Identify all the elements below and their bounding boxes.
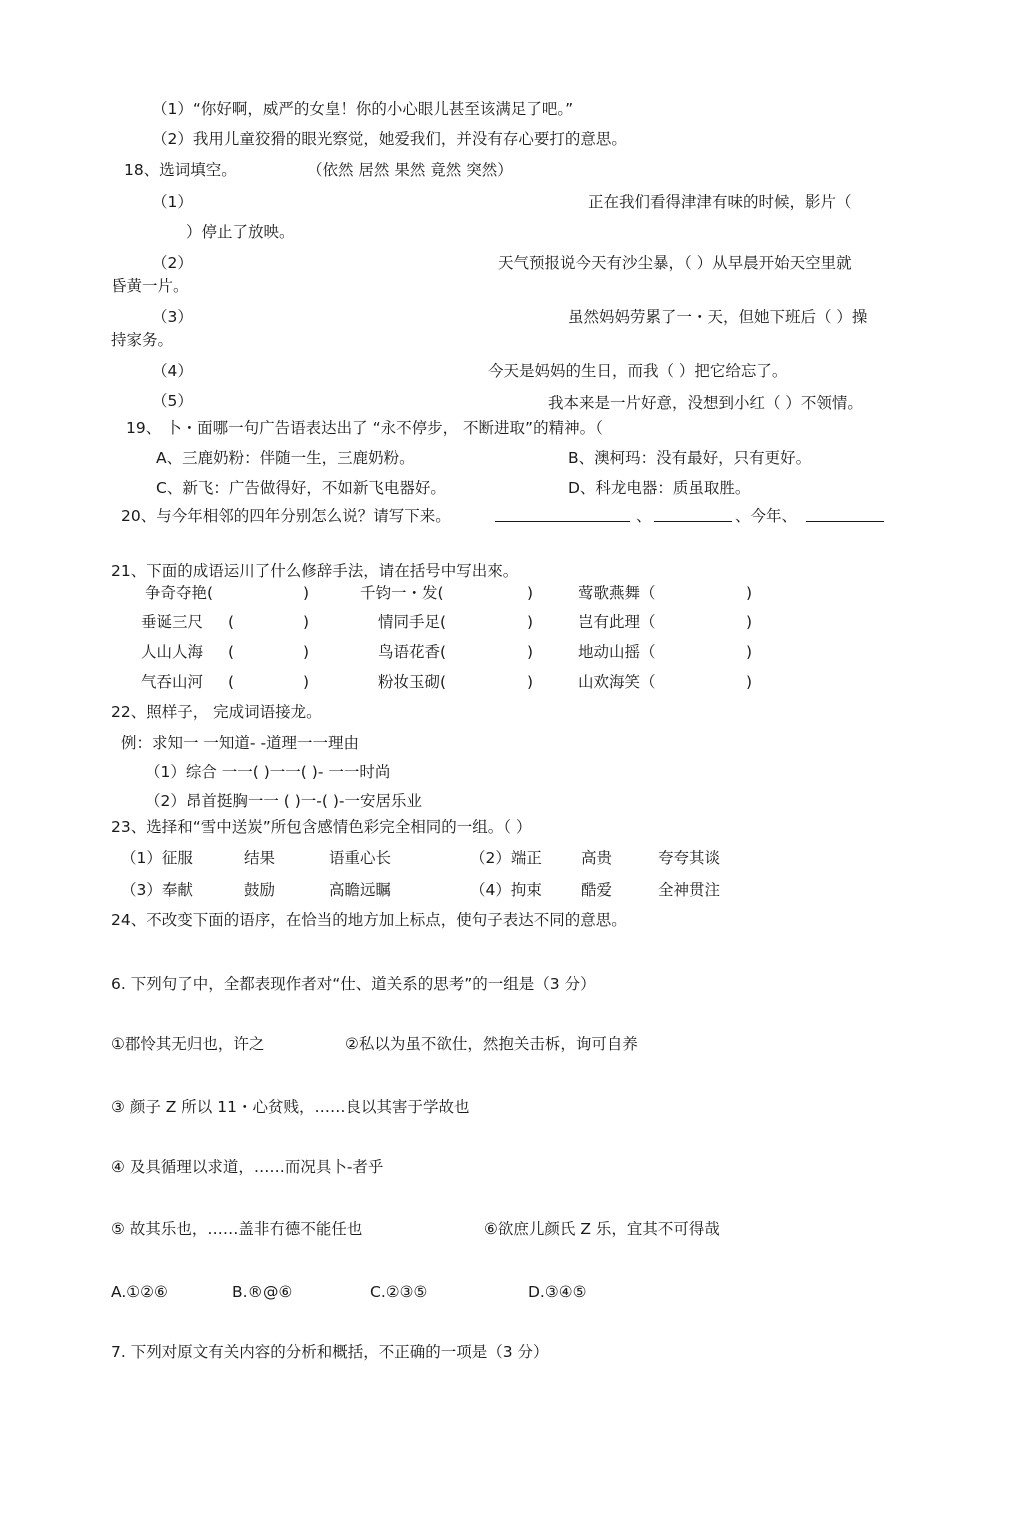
q23-option: 高贵 xyxy=(581,849,613,867)
q6-item-4: ④ 及具循理以求道，……而况具卜-者乎 xyxy=(111,1158,384,1176)
q21-paren: ) xyxy=(527,584,534,602)
q18-item-2-number: （2） xyxy=(152,254,193,272)
q21-idiom: 粉妆玉砌( xyxy=(378,673,447,691)
q21-paren: ) xyxy=(527,643,534,661)
q20-blank-2[interactable] xyxy=(654,521,732,522)
q20-blank-3[interactable] xyxy=(806,521,884,522)
q21-paren: ( xyxy=(228,673,235,691)
q18-item-5-number: （5） xyxy=(152,392,193,410)
q23-option: 结果 xyxy=(244,849,276,867)
q21-paren: ) xyxy=(303,613,310,631)
q21-idiom: 山欢海笑（ xyxy=(578,673,656,691)
q6-option-c: C.②③⑤ xyxy=(370,1283,428,1301)
q21-idiom: 地动山摇（ xyxy=(578,643,656,661)
q21-paren: ( xyxy=(228,643,235,661)
q23-title: 23、选择和“雪中送炭”所包含感情色彩完全相同的一组。（ ） xyxy=(111,818,532,836)
q19-title: 19、 卜・面哪一句广告语表达出了 “永不停步， 不断进取”的精神。（ xyxy=(126,419,603,437)
q18-item-3-continued: 持家务。 xyxy=(111,331,174,349)
q21-paren: ) xyxy=(303,643,310,661)
q23-option: 酷爱 xyxy=(581,881,613,899)
q6-title: 6. 下列句了中，全都表现作者对“仕、道关系的思考”的一组是（3 分） xyxy=(111,975,596,993)
q7-title: 7. 下列对原文有关内容的分析和概括，不正确的一项是（3 分） xyxy=(111,1343,549,1361)
q21-paren: ( xyxy=(228,613,235,631)
q21-idiom: 鸟语花香( xyxy=(378,643,447,661)
q6-item-5: ⑤ 故其乐也，……盖非冇德不能任也 xyxy=(111,1220,363,1238)
q21-idiom: 争奇夺艳( xyxy=(145,584,214,602)
q22-item-1: （1）综合 一一( )一一( )- 一一时尚 xyxy=(145,763,391,781)
q6-option-b: B.®@⑥ xyxy=(232,1283,293,1301)
q21-idiom: 垂诞三尺 xyxy=(141,613,204,631)
q21-paren: ) xyxy=(746,584,753,602)
q22-example: 例：求知一 一知道- -道理一一理由 xyxy=(121,734,360,752)
q18-item-1-number: （1） xyxy=(152,193,193,211)
q19-option-a: A、三鹿奶粉：伴随一生，三鹿奶粉。 xyxy=(156,449,415,467)
q19-option-d: D、科龙电器：质虽取胜。 xyxy=(568,479,751,497)
q18-options: （依然 居然 果然 竟然 突然） xyxy=(307,161,513,179)
q18-item-5-text: 我本来是一片好意，没想到小红（ ）不领情。 xyxy=(548,394,863,412)
q6-item-1: ①郡怜其无归也，许之 xyxy=(111,1035,265,1053)
q20-separator-2: 、今年、 xyxy=(735,507,798,525)
q21-title: 21、下面的成语运川了什么修辞手法，请在括号中写出來。 xyxy=(111,562,519,580)
q19-option-b: B、澳柯玛：没有最好，只有更好。 xyxy=(568,449,812,467)
q23-option: 语重心长 xyxy=(329,849,392,867)
q20-blank-1[interactable] xyxy=(495,521,630,522)
q6-item-6: ⑥欲庶儿颜氏 Z 乐，宜其不可得哉 xyxy=(484,1220,720,1238)
q6-item-2: ②私以为虽不欲仕，然抱关击柝，询可自养 xyxy=(345,1035,638,1053)
q17-sentence-2: （2）我用儿童狡猾的眼光察觉，她爱我们，并没有存心要打的意思。 xyxy=(152,130,627,148)
q17-sentence-1: （1）“你好啊，威严的女皇！你的小心眼儿甚至该满足了吧。” xyxy=(152,100,574,118)
q23-option: （3）奉献 xyxy=(121,881,193,899)
q6-option-a: A.①②⑥ xyxy=(111,1283,168,1301)
q6-item-3: ③ 颜子 Z 所以 11・心贫贱，……良以其害于学故也 xyxy=(111,1098,470,1116)
q22-title: 22、照样子， 完成词语接龙。 xyxy=(111,703,322,721)
q23-option: （1）征服 xyxy=(121,849,193,867)
q23-option: 鼓励 xyxy=(244,881,276,899)
q21-paren: ) xyxy=(746,673,753,691)
q20-separator-1: 、 xyxy=(636,507,652,525)
q18-item-2-text: 天气预报说今天有沙尘暴，（ ）从早晨开始天空里就 xyxy=(498,254,852,272)
q22-item-2: （2）昂首挺胸一一 ( )一-( )-一安居乐业 xyxy=(145,792,423,810)
q21-paren: ) xyxy=(746,643,753,661)
q19-option-c: C、新飞：广告做得好，不如新飞电器好。 xyxy=(156,479,446,497)
q21-paren: ) xyxy=(303,673,310,691)
q23-option: （2）端正 xyxy=(470,849,542,867)
q21-paren: ) xyxy=(746,613,753,631)
q21-idiom: 莺歌燕舞（ xyxy=(578,584,656,602)
q21-idiom: 情同手足( xyxy=(378,613,447,631)
q23-option: （4）拘束 xyxy=(470,881,542,899)
q18-item-3-number: （3） xyxy=(152,308,193,326)
q23-option: 高瞻远瞩 xyxy=(329,881,392,899)
q21-idiom: 气吞山河 xyxy=(141,673,204,691)
q23-option: 全神贯注 xyxy=(658,881,721,899)
q18-item-1-continued: ）停止了放映。 xyxy=(186,223,295,241)
q21-idiom: 岂有此理（ xyxy=(578,613,656,631)
q20-text: 20、与今年相邻的四年分别怎么说？请写下来。 xyxy=(121,507,451,525)
q23-option: 夸夸其谈 xyxy=(658,849,721,867)
q21-idiom: 千钧一・发( xyxy=(360,584,444,602)
q6-option-d: D.③④⑤ xyxy=(528,1283,587,1301)
q18-item-4-text: 今天是妈妈的生日，而我（ ）把它给忘了。 xyxy=(488,362,788,380)
q24-title: 24、不改变下面的语序，在恰当的地方加上标点，使句子表达不同的意思。 xyxy=(111,911,627,929)
q18-item-3-text: 虽然妈妈劳累了一・天，但她下班后（ ）操 xyxy=(568,308,868,326)
q18-item-2-continued: 昏黄一片。 xyxy=(111,277,189,295)
q21-paren: ) xyxy=(527,673,534,691)
q21-paren: ) xyxy=(303,584,310,602)
q18-title: 18、选词填空。 xyxy=(124,161,237,179)
q18-item-1-text: 正在我们看得津津有味的时候，影片（ xyxy=(588,193,852,211)
q21-paren: ) xyxy=(527,613,534,631)
q21-idiom: 人山人海 xyxy=(141,643,204,661)
q18-item-4-number: （4） xyxy=(152,362,193,380)
